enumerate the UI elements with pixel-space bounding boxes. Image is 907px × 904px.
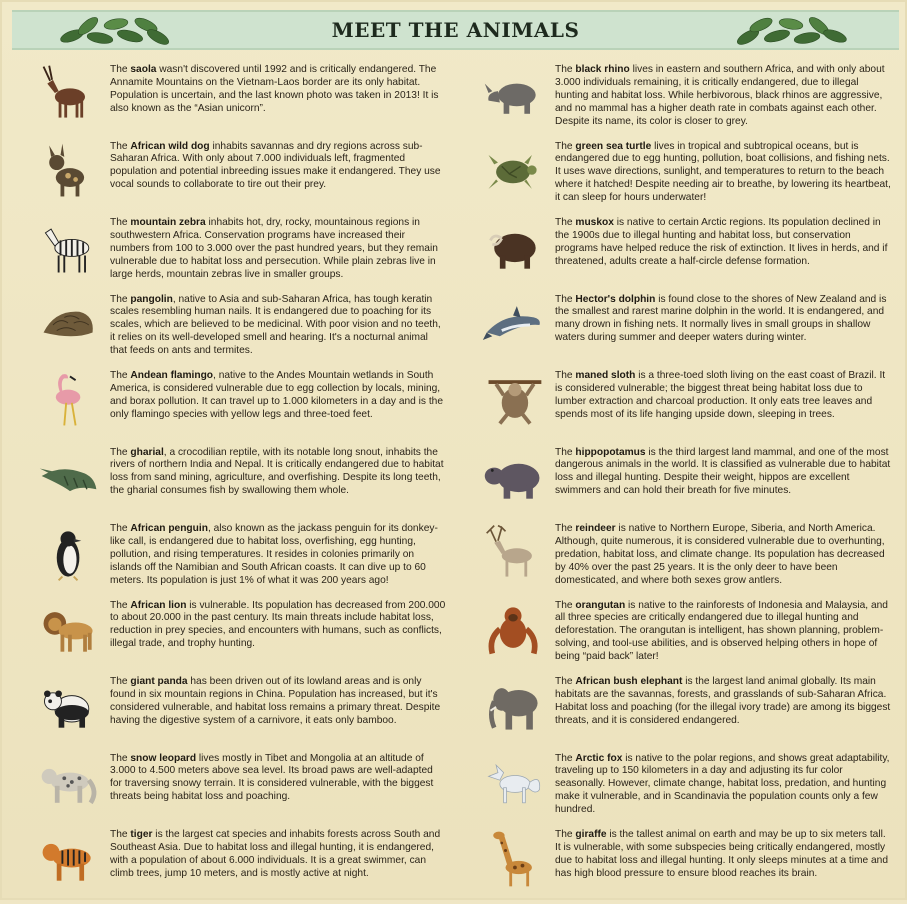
animal-name: tiger [130,829,153,840]
animal-description [110,753,446,805]
description-lead: The [555,217,576,228]
animal-description [110,217,446,282]
description-body: lives in tropical and subtropical oceans, but is endangered due to egg hunting, pollution, boat collisions, and fishing nets. It uses wave directions, sunlight, and temperatures to return to the beach where it hatched! Despite needing air to breathe, by lowering its heartbeat, it can sleep for hours underwater! [555,140,891,204]
description-body: is the tallest animal on earth and may be up to six meters tall. It is vulnerable, with some subspecies being critically endangered, mostly due to habitat loss and illegal hunting. It only sleeps minutes at a time and has high blood pressure to ensure blood reaches its brain. [555,829,888,879]
snow-leopard-icon [36,753,102,813]
description-lead: The [110,446,131,458]
mountain-zebra-icon [36,217,102,277]
animal-name: Andean flamingo [130,370,214,381]
animal-entry [457,139,897,216]
animal-description [110,64,446,116]
tiger-icon [36,829,102,889]
animal-entry [12,139,452,216]
description-body: is found close to the shores of New Zealand and is the smallest and rarest marine dolphin in the world. It is endangered, and many drown in fishing nets. It normally lives in small groups in shallow waters during summer and deeper waters during winter. [555,293,887,344]
animal-description [555,370,891,422]
reindeer-icon [481,523,547,583]
animal-entry [12,62,452,139]
description-body: has been driven out of its lowland areas and is only found in six mountain regions in China. Population has increased, but it's considered vulnerable, and habitat loss remains a primary threat. Despite having the digestive system of a carnivore, it eats only bamboo. [110,676,441,726]
animal-name: giraffe [575,829,607,840]
hectors-dolphin-icon [481,294,547,354]
animal-name: African wild dog [130,140,210,152]
animal-description [555,447,891,499]
animal-entry [12,751,452,828]
animal-description [555,217,891,269]
animal-entry [457,598,897,675]
animal-entry [12,598,452,675]
animal-entry [12,674,452,751]
african-wild-dog-icon [36,141,102,201]
animal-description [110,141,446,193]
animal-description [555,600,891,665]
description-body: inhabits savannas and dry regions across sub-Saharan Africa. With only about 7.000 individuals left, fragmented population and potential inbreeding issues make it endangered. They use vocal sounds to collaborate to tire out their prey. [110,140,441,191]
animal-entry [12,445,452,522]
description-lead: The [555,523,576,534]
animal-name: black rhino [575,64,630,75]
maned-sloth-icon [481,370,547,430]
muskox-icon [481,217,547,277]
animal-entry [457,215,897,292]
animal-entry [12,827,452,904]
description-lead: The [110,370,131,381]
animal-name: Arctic fox [575,752,623,764]
animal-name: African bush elephant [575,676,683,687]
animal-name: pangolin [130,293,173,305]
animal-description [555,141,891,206]
animal-entry [457,521,897,598]
animal-description [555,829,891,881]
animal-name: Hector's dolphin [575,293,656,305]
description-body: is vulnerable. Its population has decreased from 200.000 to about 20.000 in the past century. Its main threats include habitat loss, reduction in prey species, and encounters with humans, such as conflicts, illegal trade, and trophy hunting. [110,599,446,650]
description-body: , also known as the jackass penguin for its donkey-like call, is endangered due to habitat loss, overfishing, egg hunting, pollution, and rising temperatures. It resides in colonies primarily on islands off the Namibian and South African coasts. It can dive up to 60 meters. Its population is just 1% of what it was 200 years ago! [110,523,438,586]
african-bush-elephant-icon [481,676,547,736]
animal-entry [457,445,897,522]
page-title: MEET THE ANIMALS [331,18,580,42]
african-penguin-icon [36,523,102,583]
animal-name: orangutan [575,599,626,611]
animal-name: reindeer [575,523,616,534]
description-lead: The [110,64,131,75]
description-body: is the largest land animal globally. Its main habitats are the savannas, forests, and grasslands of sub-Saharan Africa. Habitat loss and poaching (for the illegal ivory trade) are among its biggest threats, and it is considered endangered. [555,676,891,726]
animal-description [110,676,446,728]
description-body: , native to Asia and sub-Saharan Africa, has tough keratin scales resembling human nails. It is endangered due to poaching for its scales, which are believed to be medicinal. With poor vision and no teeth, it relies on its well-developed smell and hearing. It's a nocturnal animal that feeds on ants and termites. [110,293,441,357]
animal-name: African penguin [130,523,208,534]
description-body: is a three-toed sloth living on the east coast of Brazil. It is considered vulnerable; the biggest threat being habitat loss due to lumber extraction and charcoal production. It only eats tree leaves and spends most of its life hanging upside down, sleeping in trees. [555,370,886,420]
description-lead: The [555,293,576,305]
pangolin-icon [36,294,102,354]
animal-entry [457,827,897,904]
animal-name: African lion [130,599,187,611]
giraffe-icon [481,829,547,889]
andean-flamingo-icon [36,370,102,430]
description-body: inhabits hot, dry, rocky, mountainous regions in southwestern Africa. Conservation programs have increased their numbers from 100 to 3.000 over the past hundred years, but they remain vulnerable due to habitat loss and persecution. While plain zebras live in large herds, mountain zebras live in smaller groups. [110,217,438,280]
description-lead: The [110,599,131,611]
description-body: is native to Northern Europe, Siberia, and North America. Although, quite numerous, it is considered vulnerable due to overhunting, predation, habitat loss, and climate change. Its population has decreased by 40% over the past 25 years. It is the only deer to have been domesticated, and where both sexes grow antlers. [555,523,885,586]
leaf-garland-icon [58,10,173,50]
animal-entry [12,292,452,369]
animal-entry [12,521,452,598]
animal-description [555,64,891,129]
animal-entry [457,751,897,828]
animal-entry [12,215,452,292]
animal-description [555,294,891,346]
animal-entry [457,62,897,139]
description-lead: The [555,446,576,458]
description-lead: The [110,293,131,305]
animal-name: giant panda [130,676,188,687]
description-lead: The [555,829,576,840]
animal-description [110,294,446,359]
description-lead: The [110,523,131,534]
description-lead: The [555,599,576,611]
saola-icon [36,64,102,124]
animal-name: maned sloth [575,370,636,381]
animal-description [110,829,446,881]
description-body: is native to the polar regions, and shows great adaptability, traveling up to 150 kilometers in a day and adjusting its fur color seasonally. However, climate change, habitat loss, predation, and hunting make it vulnerable, and in Scandinavia the population counts only a few hundred. [555,752,890,816]
animal-description [555,523,891,588]
hippopotamus-icon [481,447,547,507]
description-lead: The [110,829,131,840]
animal-entry [457,292,897,369]
description-body: lives mostly in Tibet and Mongolia at an altitude of 3.000 to 4.500 meters above sea level. Its broad paws are well-adapted for traversing snowy terrain. It is considered vulnerable, with the biggest threats being habitat loss and poaching. [110,752,434,803]
animal-description [555,753,891,818]
description-lead: The [555,64,576,75]
description-body: is the largest cat species and inhabits forests across South and Southeast Asia. Due to habitat loss and illegal hunting, it is endangered, with a population of about 6.000 individuals. It is a great swimmer, can climb trees, jump 10 meters, and is mostly active at night. [110,829,441,879]
animal-name: mountain zebra [130,217,206,228]
gharial-icon [36,447,102,507]
right-column [457,62,897,904]
description-body: wasn't discovered until 1992 and is critically endangered. The Annamite Mountains on the Vietnam-Laos border are its only habitat. Population is uncertain, and the last known photo was taken in 2013! It is also known as the “Asian unicorn”. [110,64,439,114]
black-rhino-icon [481,64,547,124]
animal-description [555,676,891,728]
description-lead: The [555,140,576,152]
description-lead: The [555,370,576,381]
animal-name: muskox [575,217,614,228]
animal-name: green sea turtle [575,140,652,152]
animal-entry [457,368,897,445]
animal-name: gharial [130,446,164,458]
left-column [12,62,452,904]
animal-entry [12,368,452,445]
description-lead: The [110,140,131,152]
giant-panda-icon [36,676,102,736]
description-lead: The [110,752,131,764]
description-body: is native to the rainforests of Indonesia and Malaysia, and all three species are critically endangered due to illegal hunting and deforestation. The orangutan is intelligent, has shown planning, problem-solving, and tool-use abilities, and is observed helping others in hope of being “paid back” later! [555,599,888,663]
description-body: is native to certain Arctic regions. Its population declined in the 1900s due to illegal hunting and habitat loss, but conservation programs have helped reduce the risk of extinction. It lives in herds, and if threatened, adults create a half-circle defense formation. [555,217,888,267]
animal-name: hippopotamus [575,446,646,458]
description-lead: The [110,676,131,687]
description-lead: The [555,676,576,687]
description-lead: The [555,752,576,764]
description-body: lives in eastern and southern Africa, and with only about 3.000 individuals remaining, it is critically endangered, due to illegal hunting and habitat loss. While herbivorous, black rhinos are aggressive, and no mammal has a higher death rate in combats against each other. Despite its name, its color is closer to grey. [555,64,885,127]
orangutan-icon [481,600,547,660]
description-lead: The [110,217,131,228]
animal-name: snow leopard [130,752,197,764]
animal-description [110,600,446,652]
african-lion-icon [36,600,102,660]
animal-description [110,370,446,422]
animal-name: saola [130,64,157,75]
description-body: , a crocodilian reptile, with its notable long snout, inhabits the rivers of northern India and Nepal. It is critically endangered due to habitat loss from sand mining, agriculture, and overfishing. Despite its long teeth, the gharial consumes fish by swallowing them whole. [110,446,444,497]
leaf-garland-icon [734,10,849,50]
animal-entry [457,674,897,751]
animal-description [110,523,446,588]
animal-description [110,447,446,499]
description-body: , native to the Andes Mountain wetlands in South America, is considered vulnerable due to egg collection by locals, mining, and borax pollution. It can travel up to 1.000 kilometers in a day and is the only flamingo species with yellow legs and three-toed feet. [110,370,443,420]
arctic-fox-icon [481,753,547,813]
description-body: is the third largest land mammal, and one of the most dangerous animals in the world. It is classified as vulnerable due to habitat loss and illegal hunting. Despite their weight, hippos are excellent swimmers and can hold their breath for five minutes. [555,446,891,497]
green-sea-turtle-icon [481,141,547,201]
